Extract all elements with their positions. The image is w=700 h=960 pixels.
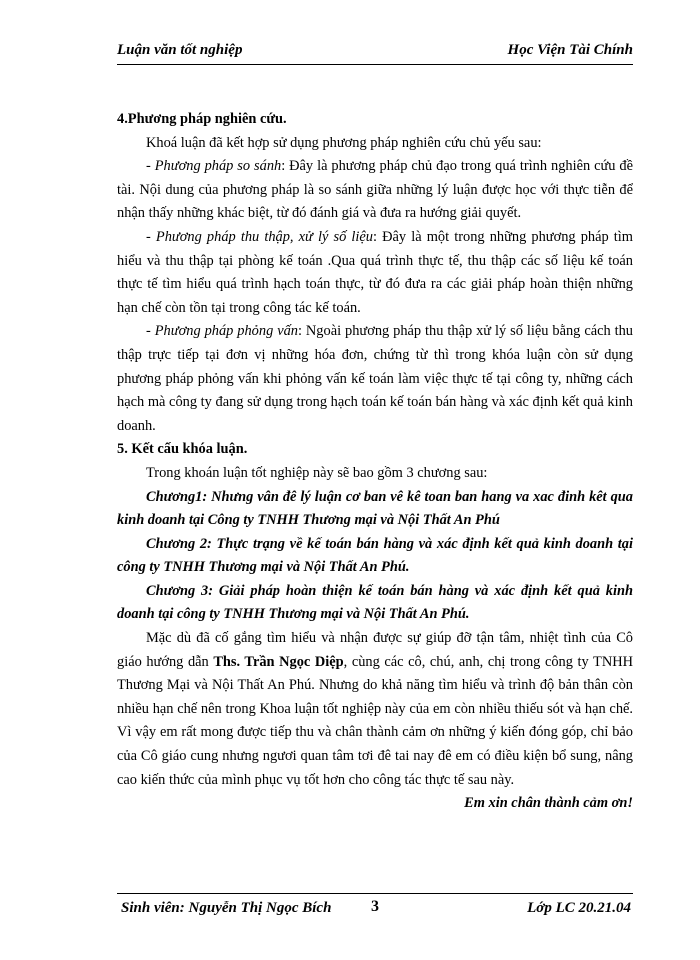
method-compare-text: : Đây là phương pháp chủ đạo trong quá trình nghiên cứu đề tài. Nội dung của phương pháp là so sánh giữa những lý luận được học với thực tiễn để nhận thấy những khác biệt, từ đó đánh giá và đưa ra hướng giải quyết.: [117, 158, 634, 222]
method-compare-paragraph: [117, 155, 633, 226]
closing-text-after: , cùng các cô, chú, anh, chị trong công ty TNHH Thương Mại và Nội Thất An Phú. Nhưng do khả năng tìm hiểu và trình độ bản thân còn nhiều hạn chế nên trong Khoa luận tốt nghiệp này của em còn nhiều thiếu sót và hạn chế. Vì vậy em rất mong được tiếp thu và chân thành cảm ơn những ý kiến đóng góp, chỉ bảo của Cô giáo cung nhưng ngươi quan tâm tơi đê tai nay đê em có điều kiện bổ sung, nâng cao kiến thức của mình phục vụ tốt hơn cho công tác thực tế sau này.: [117, 653, 633, 788]
method-interview-label: - Phương pháp phỏng vấn: [146, 323, 298, 340]
chapter-3: Chương 3: Giải pháp hoàn thiện kế toán bán hàng và xác định kết quả kinh doanh tại công ty TNHH Thương mại và Nội Thất An Phú.: [117, 582, 633, 623]
page-header: [117, 40, 633, 65]
footer-class: Lớp LC 20.21.04: [527, 900, 631, 916]
advisor-name: Ths. Trần Ngọc Diệp: [213, 653, 344, 670]
closing-text-before: Mặc dù đã cố gắng tìm hiểu và nhận được sự giúp đỡ tận tâm, nhiệt tình của Cô giáo hướng dẫn: [117, 630, 633, 670]
document-body: [117, 108, 633, 816]
chapter-2: Chương 2: Thực trạng về kế toán bán hàng và xác định kết quả kinh doanh tại công ty TNHH Thương mại và Nội Thất An Phú.: [117, 535, 633, 576]
method-interview-paragraph: [117, 320, 633, 438]
section-4-intro: Khoá luận đã kết hợp sử dụng phương pháp nghiên cứu chủ yếu sau:: [146, 134, 542, 151]
chapter-1: Chương1: Nhưng vân đê lý luận cơ ban vê kê toan ban hang va xac đinh kêt qua kinh doanh tại Công ty TNHH Thương mại và Nội Thất An Phú: [117, 488, 633, 529]
method-collect-text: : Đây là một trong những phương pháp tìm hiểu và thu thập tại phòng kế toán .Qua quá trình thực tế, thu thập các số liệu kế toán thực tế tìm hiểu quá trình hạch toán thực, từ đó đưa ra các giải pháp hoàn thiện những hạn chế còn tồn tại trong công tác kế toán.: [117, 228, 634, 316]
thanks-line: Em xin chân thành cảm ơn!: [464, 795, 633, 812]
page-number: 3: [371, 898, 379, 915]
header-thesis-title: Luận văn tốt nghiệp: [117, 42, 243, 58]
footer-student: Sinh viên: Nguyễn Thị Ngọc Bích: [121, 900, 332, 916]
method-interview-text: : Ngoài phương pháp thu thập xử lý số liệu bằng cách thu thập trực tiếp tại đơn vị những hóa đơn, chứng từ thì trong khóa luận còn sử dụng phương pháp phỏng vấn khi phỏng vấn kế toán làm việc thực tế tại công ty, những cách hạch mà công ty đang sử dụng trong hạch toán kế toán bán hàng và xác định kết quả kinh doanh.: [117, 323, 634, 434]
page-footer: [117, 893, 633, 926]
closing-paragraph: [117, 627, 633, 792]
method-collect-paragraph: [117, 226, 633, 320]
method-compare-label: - Phương pháp so sánh: [146, 158, 282, 175]
section-4-heading: 4.Phương pháp nghiên cứu.: [117, 111, 287, 127]
section-5-intro: Trong khoán luận tốt nghiệp này sẽ bao gồm 3 chương sau:: [146, 464, 488, 481]
section-5-heading: 5. Kết cấu khóa luận.: [117, 441, 248, 458]
method-collect-label: - Phương pháp thu thập, xử lý số liệu: [146, 228, 373, 245]
header-institution: Học Viện Tài Chính: [507, 42, 633, 58]
